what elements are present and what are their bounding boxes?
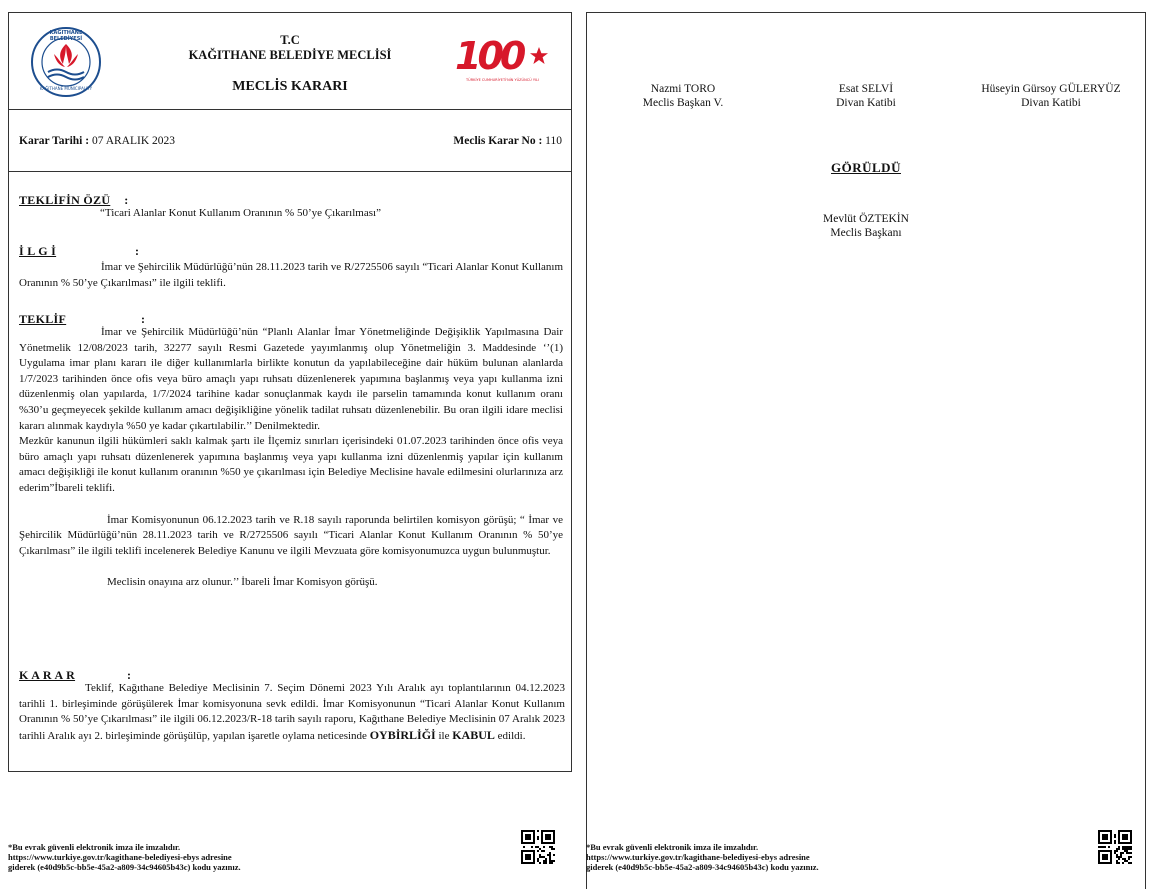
section-ilgi — [19, 242, 139, 260]
section-title: İ L G İ — [19, 244, 57, 258]
section-colon: : — [141, 312, 145, 326]
logo-text-top: KAĞITHANE BELEDİYESİ — [49, 30, 83, 42]
footer-verify-url[interactable]: https://www.turkiye.gov.tr/kagithane-belediyesi-ebys adresine — [586, 852, 810, 862]
karar-text-mid: ile — [435, 729, 453, 742]
footer-esign-note — [586, 842, 986, 872]
signer-name: Esat SELVİ — [838, 83, 894, 95]
star-icon — [529, 46, 549, 66]
header-tc: T.C — [280, 33, 300, 47]
section-colon: : — [135, 244, 139, 258]
header-doc-type: MECLİS KARARI — [232, 79, 348, 94]
anniversary-logo — [455, 36, 555, 88]
footer-verify-code: giderek (e40d9b5c-bb5e-45a2-a809-34c94605b43c) kodu yazınız. — [586, 862, 819, 872]
karar-accepted: KABUL — [452, 727, 495, 742]
footer-verify-code: giderek (e40d9b5c-bb5e-45a2-a809-34c94605b43c) kodu yazınız. — [8, 862, 241, 872]
signer-name: Hüseyin Gürsoy GÜLERYÜZ — [981, 83, 1121, 95]
teklif-paragraph-3: İmar Komisyonunun 06.12.2023 tarih ve R.18 sayılı raporunda belirtilen komisyon görüşü; “ İmar ve Şehircilik Müdürlüğü’nün 28.11.2023 tarih ve R/2725506 sayılı “Ticari Alanlar Konut Kullanım Oranının % 50’ye Çıkarılması” ile ilgili teklifi incelenerek Belediye Kanunu ve ilgili Mevzuata göre komisyonumuzca uygun bulunmuştur. — [19, 513, 563, 557]
goruldu-heading: GÖRÜLDÜ — [831, 160, 901, 175]
qr-code-icon — [1098, 830, 1132, 864]
mayor-name: Mevlüt ÖZTEKİN — [823, 213, 909, 225]
qr-code-icon — [521, 830, 555, 864]
page-right — [586, 10, 1146, 889]
header-divider — [8, 109, 572, 110]
document-frame — [586, 12, 1146, 889]
teklifin-ozu-text: “Ticari Alanlar Konut Kullanım Oranının % 50’ye Çıkarılması” — [100, 207, 381, 219]
section-colon: : — [127, 668, 131, 682]
teklif-paragraph-1: İmar ve Şehircilik Müdürlüğü’nün “Planlı Alanlar İmar Yönetmeliğinde Değişiklik Yapılmasına Dair Yönetmelik 12/08/2023 tarih, 32277 sayılı Resmi Gazetede yayımlanmış olup Yönetmeliğin 3. Maddesinde ‘’(1) Uygulama imar planı kararı ile diğer kullanımlarla birlikte konutun da yapılabileceğine dair hüküm bulunan alanlarda 1/7/2023 tarihinden önce ofis veya büro amaçlı yapı ruhsatı düzenlenerek yapımına başlanmış veya yapı kullanma izni düzenlenmiş olan yapılarda, 1/7/2024 tarihine kadar sonuçlanmak kaydı ile parselin tamamında konut kullanım oranı %30’u geçmeyecek şekilde kullanım amacı değişikliğine yönelik tadilat ruhsatı düzenlenebilir. Bu oran ilgili idare meclisi kararı alınmak kaydıyla %50 ye kadar çıkartılabilir.’’ Denilmektedir. — [19, 326, 563, 432]
mayor-role: Meclis Başkanı — [830, 227, 902, 239]
ilgi-text: İmar ve Şehircilik Müdürlüğü’nün 28.11.2023 tarih ve R/2725506 sayılı “Ticari Alanlar Konut Kullanım Oranının % 50’ye Çıkarılması” ile ilgili teklifi. — [19, 261, 563, 289]
teklif-body — [19, 325, 563, 591]
signer-name: Nazmi TORO — [650, 83, 716, 95]
teklif-paragraph-4: Meclisin onayına arz olunur.’’ İbareli İmar Komisyon görüşü. — [107, 576, 378, 589]
signer-role: Divan Katibi — [1021, 97, 1081, 109]
decision-number-value: 110 — [545, 135, 562, 147]
decision-number-label: Meclis Karar No : — [453, 135, 543, 147]
footer-verify-url[interactable]: https://www.turkiye.gov.tr/kagithane-belediyesi-ebys adresine — [8, 852, 232, 862]
footer-esign-note — [8, 842, 408, 872]
page-left — [0, 10, 580, 889]
signer-role: Meclis Başkan V. — [642, 97, 724, 109]
footer-line-1: *Bu evrak güvenli elektronik imza ile imzalıdır. — [8, 842, 181, 852]
karar-text-post: edildi. — [494, 729, 526, 742]
decision-number — [453, 135, 562, 147]
section-colon: : — [124, 193, 129, 207]
karar-text-pre: Teklif, Kağıthane Belediye Meclisinin 7. Seçim Dönemi 2023 Yılı Aralık ayı toplantılarının 04.12.2023 tarihli 1. birleşiminde görüşülerek İmar komisyonuna sevk edildi. İmar Komisyonunun “Ticari Alanlar Konut Kullanım Oranının % 50’ye Çıkarılması” ile ilgili 06.12.2023/R-18 tarih sayılı raporu, Kağıthane Belediye Meclisinin 07 Aralık 2023 tarihli Aralık ayı 2. birleşiminde görüşülüp, yapılan işaretle oylama neticesinde — [19, 682, 565, 742]
mayor-signature — [781, 212, 951, 240]
signature-block-3 — [956, 82, 1146, 110]
karar-unanimous: OYBİRLİĞİ — [369, 727, 436, 742]
section-title: K A R A R — [19, 668, 76, 682]
header-council: KAĞITHANE BELEDİYE MECLİSİ — [188, 48, 392, 62]
anniversary-number: 100 — [455, 34, 523, 78]
decision-date — [19, 135, 175, 147]
footer-line-1: *Bu evrak güvenli elektronik imza ile imzalıdır. — [586, 842, 759, 852]
decision-date-label: Karar Tarihi : — [19, 135, 90, 147]
logo-text-bottom: KAĞITHANE MUNICIPALITY — [39, 86, 93, 91]
signer-role: Divan Katibi — [836, 97, 896, 109]
section-title: TEKLİFİN ÖZÜ — [19, 193, 111, 207]
signature-block-2 — [791, 82, 941, 110]
meta-divider — [8, 171, 572, 172]
decision-date-value: 07 ARALIK 2023 — [91, 135, 176, 147]
teklif-paragraph-2: Mezkûr kanunun ilgili hükümleri saklı kalmak şartı ile İlçemiz sınırları içerisindeki 01.07.2023 tarihinden önce ofis veya büro amaçlı yapı ruhsatı düzenlenerek yapımına başlanmış veya yapı kullanma izni düzenlenmiş yapılar için kullanım amacı değişikliği ile konut kullanım oranının %50 ye çıkarılması için Belediye Meclisine havale edilmesini olurlarınıza arz ederim”İbareli teklifi. — [19, 435, 563, 494]
anniversary-caption: TÜRKİYE CUMHURİYETİ'NİN YÜZÜNCÜ YILI — [466, 78, 539, 82]
karar-text — [19, 681, 565, 744]
section-title: TEKLİF — [19, 312, 67, 326]
signature-block-1 — [608, 82, 758, 110]
